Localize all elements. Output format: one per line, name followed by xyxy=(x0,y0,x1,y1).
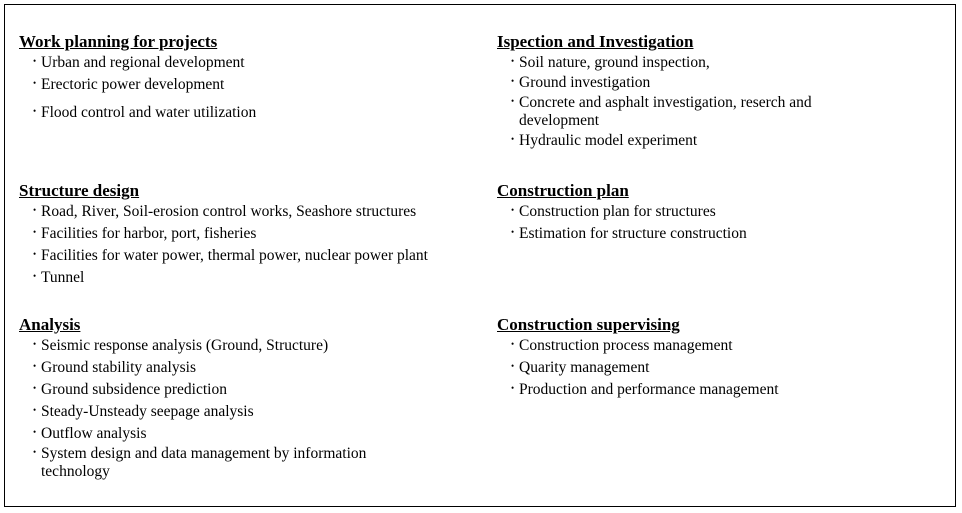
section-heading: Analysis xyxy=(19,315,81,334)
list-item: • Seismic response analysis (Ground, Structure) xyxy=(33,337,329,354)
list-item: • Tunnel xyxy=(33,269,85,286)
section-construction-supervising xyxy=(497,315,897,403)
bullet-icon: • xyxy=(33,405,37,415)
item-list xyxy=(497,337,897,399)
bullet-icon: • xyxy=(33,205,37,215)
section-work-planning xyxy=(19,32,479,126)
item-list xyxy=(497,203,897,243)
bullet-icon: • xyxy=(33,227,37,237)
bullet-icon: • xyxy=(511,205,515,215)
item-list xyxy=(19,337,489,481)
section-heading: Work planning for projects xyxy=(19,32,218,51)
list-item: • Erectoric power development xyxy=(33,76,225,93)
bullet-icon: • xyxy=(511,76,515,86)
list-item: • Urban and regional development xyxy=(33,54,245,71)
bullet-icon: • xyxy=(511,339,515,349)
bullet-icon: • xyxy=(511,134,515,144)
bullet-icon: • xyxy=(511,227,515,237)
bullet-icon: • xyxy=(511,96,515,106)
list-item: • Flood control and water utilization xyxy=(33,104,257,121)
bullet-icon: • xyxy=(33,249,37,259)
list-item: • Production and performance management xyxy=(511,381,779,398)
list-item: • Ground stability analysis xyxy=(33,359,196,376)
section-structure-design xyxy=(19,181,489,291)
section-heading: Ispection and Investigation xyxy=(497,32,694,51)
list-item: • Hydraulic model experiment xyxy=(511,132,698,149)
bullet-icon: • xyxy=(511,383,515,393)
section-analysis xyxy=(19,315,489,485)
bullet-icon: • xyxy=(33,339,37,349)
bullet-icon: • xyxy=(33,56,37,66)
list-item: • Construction plan for structures xyxy=(511,203,716,220)
list-item: • Soil nature, ground inspection, xyxy=(511,54,710,71)
bullet-icon: • xyxy=(33,383,37,393)
section-heading: Construction plan xyxy=(497,181,629,200)
bullet-icon: • xyxy=(33,447,37,457)
list-item: • Outflow analysis xyxy=(33,425,147,442)
list-item: • Road, River, Soil-erosion control works, Seashore structures xyxy=(33,203,417,220)
bullet-icon: • xyxy=(33,78,37,88)
item-list xyxy=(19,54,479,122)
list-item: • Construction process management xyxy=(511,337,733,354)
list-item: • Quarity management xyxy=(511,359,650,376)
bullet-icon: • xyxy=(511,56,515,66)
bullet-icon: • xyxy=(33,361,37,371)
list-item: • Ground investigation xyxy=(511,74,651,91)
list-item: • System design and data management by information technology xyxy=(33,445,367,480)
list-item: • Steady-Unsteady seepage analysis xyxy=(33,403,254,420)
bullet-icon: • xyxy=(33,427,37,437)
list-item: • Ground subsidence prediction xyxy=(33,381,227,398)
section-heading: Construction supervising xyxy=(497,315,680,334)
list-item: • Concrete and asphalt investigation, reserch and development xyxy=(511,94,812,129)
list-item: • Facilities for harbor, port, fisheries xyxy=(33,225,257,242)
section-construction-plan xyxy=(497,181,897,247)
service-table-frame xyxy=(4,4,956,507)
section-inspection xyxy=(497,32,897,154)
item-list xyxy=(497,54,897,150)
list-item: • Estimation for structure construction xyxy=(511,225,747,242)
section-heading: Structure design xyxy=(19,181,140,200)
list-item: • Facilities for water power, thermal power, nuclear power plant xyxy=(33,247,428,264)
bullet-icon: • xyxy=(33,106,37,116)
bullet-icon: • xyxy=(511,361,515,371)
bullet-icon: • xyxy=(33,271,37,281)
item-list xyxy=(19,203,489,287)
